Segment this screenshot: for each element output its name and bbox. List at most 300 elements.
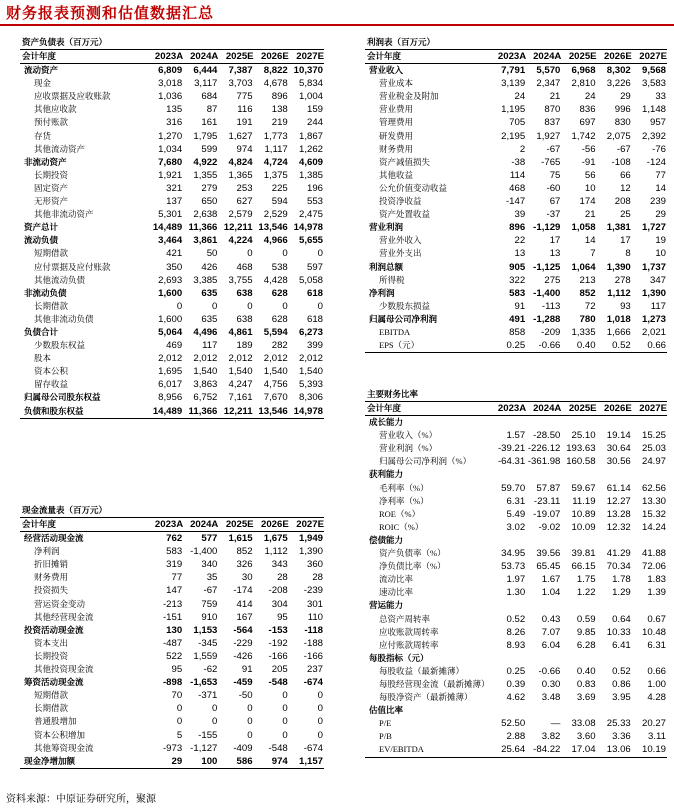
cell-value bbox=[597, 599, 632, 612]
balance-sheet-panel bbox=[20, 36, 324, 419]
row-label: 营业成本 bbox=[379, 78, 414, 89]
cell-value: 0.43 bbox=[541, 613, 561, 625]
table-row bbox=[365, 704, 667, 717]
cell-value: 3.82 bbox=[541, 731, 561, 743]
column-header-year: 2023A bbox=[154, 51, 184, 62]
column-header-year: 2024A bbox=[190, 51, 219, 62]
row-label: 少数股东权益 bbox=[34, 340, 86, 351]
cell-value: -118 bbox=[304, 624, 323, 636]
cell-value: 340 bbox=[201, 559, 218, 571]
cell-value: 87 bbox=[206, 104, 218, 116]
column-header-label: 会计年度 bbox=[367, 51, 402, 61]
row-label: 长期借款 bbox=[34, 300, 69, 311]
cell-value: -192 bbox=[268, 637, 288, 649]
cell-value: 0.30 bbox=[541, 678, 561, 690]
cell-value: 780 bbox=[579, 313, 596, 325]
cell-value: 137 bbox=[166, 196, 183, 208]
cell-value: 14 bbox=[655, 182, 666, 194]
cell-value: 583 bbox=[166, 546, 183, 558]
cell-value: 1.30 bbox=[506, 587, 526, 599]
cell-value bbox=[561, 468, 596, 481]
cell-value: 896 bbox=[271, 91, 288, 103]
row-label: 留存收益 bbox=[34, 379, 69, 390]
cell-value bbox=[632, 652, 667, 665]
cell-value: 538 bbox=[271, 261, 288, 273]
cell-value: 12.32 bbox=[606, 521, 631, 533]
table-row bbox=[20, 598, 324, 611]
table-row bbox=[20, 195, 324, 208]
column-header-label: 会计年度 bbox=[367, 403, 402, 413]
cell-value: 1.83 bbox=[647, 574, 666, 586]
table-row bbox=[20, 742, 324, 755]
table-row bbox=[20, 391, 324, 404]
cell-value: -188 bbox=[303, 637, 323, 649]
cell-value: 4,678 bbox=[263, 78, 288, 90]
cell-value bbox=[526, 416, 561, 430]
cell-value: -19.07 bbox=[533, 508, 561, 520]
column-header-year: 2026E bbox=[604, 403, 632, 414]
cell-value: 0.39 bbox=[506, 678, 526, 690]
table-row bbox=[365, 234, 667, 247]
cell-value: 11,366 bbox=[188, 222, 218, 234]
cell-value: 95 bbox=[277, 611, 288, 623]
cell-value: 22 bbox=[514, 235, 526, 247]
cell-value: 996 bbox=[614, 104, 631, 116]
table-row bbox=[20, 571, 324, 584]
cell-value: 4,496 bbox=[193, 326, 218, 338]
cell-value: 24 bbox=[514, 91, 526, 103]
row-label: 营业利润（%） bbox=[379, 443, 438, 454]
cell-value: 3,226 bbox=[606, 78, 631, 90]
cell-value: 852 bbox=[236, 546, 253, 558]
cell-value: 1.39 bbox=[647, 587, 666, 599]
cell-value: 59.70 bbox=[501, 482, 526, 494]
cell-value: 275 bbox=[544, 274, 561, 286]
table-row bbox=[365, 208, 667, 221]
row-label: 经营活动现金流 bbox=[24, 533, 84, 544]
ratios-title: 主要财务比率 bbox=[367, 389, 419, 399]
cell-value: 1,195 bbox=[501, 104, 526, 116]
row-label: 非流动负债 bbox=[24, 287, 67, 298]
cell-value: 66.15 bbox=[571, 561, 596, 573]
cell-value: 635 bbox=[201, 287, 218, 299]
cell-value: 896 bbox=[509, 222, 526, 234]
cell-value: 0.83 bbox=[576, 678, 596, 690]
cell-value: 193.63 bbox=[566, 443, 596, 455]
cell-value: 8,306 bbox=[298, 392, 323, 404]
cell-value: 0 bbox=[247, 703, 253, 715]
cell-value: 2,638 bbox=[193, 209, 218, 221]
cell-value: 1.57 bbox=[506, 430, 526, 442]
cell-value: 1,540 bbox=[228, 366, 253, 378]
cell-value: 10 bbox=[584, 182, 596, 194]
row-label: 资产处置收益 bbox=[379, 209, 431, 220]
row-label: 营业收入（%） bbox=[379, 430, 438, 441]
row-label: 长期投资 bbox=[34, 169, 69, 180]
cell-value: 1,949 bbox=[298, 533, 323, 545]
cell-value bbox=[526, 652, 561, 665]
cell-value: 56 bbox=[584, 169, 596, 181]
cell-value bbox=[491, 599, 526, 612]
cell-value: 5,594 bbox=[263, 326, 288, 338]
cell-value: 6,017 bbox=[158, 379, 183, 391]
cell-value: -67 bbox=[546, 143, 561, 155]
cell-value: 905 bbox=[509, 261, 526, 273]
cell-value: 110 bbox=[307, 611, 323, 623]
cell-value: 39 bbox=[514, 209, 526, 221]
row-label: 无形资产 bbox=[34, 196, 69, 207]
column-header-year: 2023A bbox=[497, 51, 527, 62]
row-label: 每股净资产（最新摊薄） bbox=[379, 692, 473, 703]
cell-value: -765 bbox=[541, 156, 561, 168]
table-row bbox=[365, 639, 667, 652]
row-label: 流动比率 bbox=[379, 574, 414, 585]
row-label: EV/EBITDA bbox=[379, 744, 424, 755]
cell-value: -226.12 bbox=[527, 443, 561, 455]
cell-value: 114 bbox=[509, 169, 526, 181]
row-label: 归属母公司股东权益 bbox=[24, 392, 101, 403]
cell-value: 4,922 bbox=[193, 156, 218, 168]
cell-value: 10.19 bbox=[641, 744, 666, 756]
cell-value: 14,978 bbox=[293, 405, 323, 417]
cell-value: 0 bbox=[317, 690, 323, 702]
cell-value: 28 bbox=[312, 572, 323, 584]
cell-value: 628 bbox=[271, 287, 288, 299]
cell-value: 3,018 bbox=[158, 78, 183, 90]
cell-value: 159 bbox=[306, 104, 323, 116]
column-header-year: 2026E bbox=[261, 51, 289, 62]
table-row bbox=[365, 326, 667, 339]
cell-value: -1,400 bbox=[190, 546, 218, 558]
cell-value: 0 bbox=[317, 703, 323, 715]
cell-value: 350 bbox=[166, 261, 183, 273]
cell-value: 14.24 bbox=[641, 521, 666, 533]
table-row bbox=[365, 626, 667, 639]
cell-value: -487 bbox=[162, 637, 183, 649]
table-row bbox=[20, 221, 324, 234]
column-header-year: 2027E bbox=[639, 51, 667, 62]
column-header-year: 2025E bbox=[225, 519, 254, 530]
cell-value: 2,347 bbox=[536, 78, 561, 90]
row-label: 偿债能力 bbox=[369, 534, 404, 545]
cell-value: 870 bbox=[544, 104, 561, 116]
row-label: 股本 bbox=[34, 353, 52, 364]
cell-value: 4,824 bbox=[228, 156, 253, 168]
cell-value: 21 bbox=[549, 91, 561, 103]
cell-value: 24 bbox=[584, 91, 596, 103]
row-label: P/E bbox=[379, 718, 392, 729]
cell-value: -0.66 bbox=[538, 665, 561, 677]
row-label: 投资损失 bbox=[34, 585, 69, 596]
table-row bbox=[365, 274, 667, 287]
cell-value: 160.58 bbox=[566, 456, 596, 468]
cell-value: 2.88 bbox=[506, 731, 526, 743]
table-row bbox=[20, 287, 324, 300]
cell-value bbox=[597, 704, 632, 717]
row-label: 应付账款周转率 bbox=[379, 639, 439, 650]
cell-value bbox=[526, 599, 561, 612]
row-label: 筹资活动现金流 bbox=[24, 677, 84, 688]
table-row bbox=[20, 755, 324, 769]
cell-value: -151 bbox=[162, 611, 183, 623]
cell-value: 10,370 bbox=[293, 65, 323, 77]
cell-value: 21 bbox=[584, 209, 596, 221]
cell-value: 6,273 bbox=[298, 326, 323, 338]
cell-value bbox=[526, 534, 561, 547]
header-row bbox=[20, 518, 324, 532]
cell-value: 237 bbox=[306, 664, 323, 676]
cell-value: 25.33 bbox=[606, 718, 631, 730]
cell-value: -239 bbox=[303, 585, 323, 597]
cell-value: 25.10 bbox=[571, 430, 596, 442]
table-row bbox=[20, 313, 324, 326]
cell-value: 594 bbox=[271, 196, 288, 208]
cell-value: 1,058 bbox=[571, 222, 596, 234]
row-label: 折旧摊销 bbox=[34, 559, 69, 570]
cell-value: 0.25 bbox=[506, 340, 526, 352]
table-row bbox=[20, 90, 324, 103]
header-row bbox=[20, 50, 324, 64]
cell-value: 117 bbox=[202, 340, 218, 352]
column-header-year: 2024A bbox=[533, 403, 562, 414]
cell-value bbox=[632, 416, 667, 430]
table-row bbox=[20, 729, 324, 742]
cell-value: 25.03 bbox=[641, 443, 666, 455]
row-label: 其他投资现金流 bbox=[34, 664, 94, 675]
table-row bbox=[20, 300, 324, 313]
cell-value: 282 bbox=[271, 340, 288, 352]
cell-value: 1,559 bbox=[193, 650, 218, 662]
cell-value: 522 bbox=[166, 650, 183, 662]
row-label: 应收账款周转率 bbox=[379, 626, 439, 637]
row-label: 财务费用 bbox=[379, 143, 414, 154]
cell-value: -345 bbox=[198, 637, 218, 649]
row-label: ROE（%） bbox=[379, 508, 421, 519]
cell-value: 0 bbox=[282, 690, 288, 702]
cell-value: 836 bbox=[579, 104, 596, 116]
cell-value: 635 bbox=[201, 313, 218, 325]
cell-value: 2,529 bbox=[263, 209, 288, 221]
cell-value: 1,117 bbox=[264, 143, 288, 155]
cell-value: 1,034 bbox=[158, 143, 183, 155]
table-row bbox=[20, 103, 324, 116]
column-header-year: 2024A bbox=[533, 51, 562, 62]
cell-value: 0 bbox=[282, 300, 288, 312]
cell-value: 1,335 bbox=[571, 326, 596, 338]
table-row bbox=[20, 352, 324, 365]
cell-value: 147 bbox=[166, 585, 183, 597]
cell-value: 0.52 bbox=[506, 613, 526, 625]
row-label: 负债和股东权益 bbox=[24, 405, 84, 416]
table-row bbox=[20, 702, 324, 715]
cell-value: 4.28 bbox=[647, 692, 666, 704]
table-row bbox=[365, 156, 667, 169]
column-header-label: 会计年度 bbox=[22, 519, 57, 529]
row-label: 现金 bbox=[34, 78, 52, 89]
row-label: 短期借款 bbox=[34, 690, 69, 701]
cell-value: -459 bbox=[233, 677, 253, 689]
table-row bbox=[365, 691, 667, 704]
cash-flow-title: 现金流量表（百万元） bbox=[22, 505, 108, 515]
table-row bbox=[20, 77, 324, 90]
cell-value: 347 bbox=[649, 274, 666, 286]
table-row bbox=[365, 287, 667, 300]
cell-value bbox=[526, 704, 561, 717]
cell-value: 1,600 bbox=[158, 287, 183, 299]
cell-value: 17 bbox=[620, 235, 631, 247]
cell-value: 1.67 bbox=[541, 574, 561, 586]
cell-value: 100 bbox=[201, 755, 218, 767]
cell-value: 491 bbox=[509, 313, 526, 325]
cell-value: -56 bbox=[581, 143, 596, 155]
cell-value: -124 bbox=[646, 156, 666, 168]
cell-value: 5 bbox=[176, 729, 183, 741]
row-label: 成长能力 bbox=[369, 417, 404, 428]
cell-value: 14 bbox=[584, 235, 596, 247]
cell-value: 974 bbox=[236, 143, 253, 155]
cell-value: 399 bbox=[306, 340, 323, 352]
cell-value: -1,653 bbox=[190, 677, 218, 689]
cell-value: 2 bbox=[519, 143, 526, 155]
column-header-year: 2027E bbox=[296, 519, 324, 530]
cell-value: 2,475 bbox=[298, 209, 323, 221]
cell-value: 577 bbox=[201, 533, 218, 545]
cell-value: 3.69 bbox=[576, 692, 596, 704]
row-label: 少数股东损益 bbox=[379, 300, 431, 311]
cell-value bbox=[526, 468, 561, 481]
cell-value bbox=[632, 599, 667, 612]
cell-value: 322 bbox=[509, 274, 526, 286]
title-divider bbox=[0, 24, 674, 26]
cell-value: 208 bbox=[614, 196, 631, 208]
cell-value: 2,693 bbox=[158, 274, 183, 286]
cell-value: 4,861 bbox=[228, 326, 253, 338]
cell-value: 0 bbox=[282, 248, 288, 260]
cell-value: 1,273 bbox=[641, 313, 666, 325]
cell-value: 29 bbox=[655, 209, 666, 221]
row-label: 资产总计 bbox=[24, 222, 59, 233]
cell-value: 3,861 bbox=[193, 235, 218, 247]
row-label: 其他筹资现金流 bbox=[34, 742, 94, 753]
cell-value: -67 bbox=[616, 143, 631, 155]
cell-value: 1,112 bbox=[607, 287, 631, 299]
cell-value: -28.50 bbox=[533, 430, 561, 442]
row-label: 净利率（%） bbox=[379, 495, 429, 506]
row-label: 净负债比率（%） bbox=[379, 561, 446, 572]
cell-value: 4,966 bbox=[263, 235, 288, 247]
cell-value: 2,012 bbox=[193, 353, 218, 365]
cell-value: -166 bbox=[268, 650, 288, 662]
cell-value: -1,288 bbox=[533, 313, 561, 325]
cell-value: 1,153 bbox=[193, 624, 218, 636]
cell-value: -174 bbox=[233, 585, 253, 597]
cell-value: -76 bbox=[652, 143, 666, 155]
cell-value: 0 bbox=[317, 716, 323, 728]
cell-value: 6,968 bbox=[571, 65, 596, 77]
cell-value: 239 bbox=[649, 196, 666, 208]
cell-value: 0 bbox=[176, 716, 183, 728]
table-row bbox=[365, 495, 667, 508]
row-label: 毛利率（%） bbox=[379, 482, 429, 493]
cell-value: 7.07 bbox=[541, 626, 561, 638]
cell-value: 321 bbox=[166, 182, 183, 194]
cell-value: 974 bbox=[271, 755, 288, 767]
row-label: 现金净增加额 bbox=[24, 755, 76, 766]
cell-value: 0 bbox=[212, 703, 218, 715]
cell-value: -409 bbox=[233, 742, 253, 754]
column-header-year: 2026E bbox=[604, 51, 632, 62]
cell-value: 0.86 bbox=[612, 678, 631, 690]
cell-value: -973 bbox=[162, 742, 183, 754]
cell-value: 9,568 bbox=[641, 65, 666, 77]
cell-value: 205 bbox=[271, 664, 288, 676]
cell-value: 10 bbox=[655, 248, 666, 260]
cell-value: -209 bbox=[541, 326, 561, 338]
cell-value: -84.22 bbox=[533, 744, 561, 756]
cell-value: 1,064 bbox=[571, 261, 596, 273]
row-label: 所得税 bbox=[379, 274, 405, 285]
row-label: P/B bbox=[379, 731, 392, 742]
table-row bbox=[365, 247, 667, 260]
row-label: 管理费用 bbox=[379, 117, 414, 128]
cell-value bbox=[491, 704, 526, 717]
cell-value: 7,791 bbox=[501, 65, 526, 77]
cell-value: -674 bbox=[303, 677, 323, 689]
cell-value: 30 bbox=[241, 572, 253, 584]
cell-value: 4,247 bbox=[228, 379, 253, 391]
cell-value: 20.27 bbox=[641, 718, 666, 730]
table-row bbox=[20, 339, 324, 352]
cell-value: 1,921 bbox=[158, 169, 183, 181]
cell-value: 0.52 bbox=[612, 340, 631, 352]
row-label: 应收票据及应收账款 bbox=[34, 91, 111, 102]
table-row bbox=[20, 143, 324, 156]
cell-value bbox=[597, 534, 632, 547]
cell-value: 1,773 bbox=[263, 130, 288, 142]
cell-value: 4,756 bbox=[263, 379, 288, 391]
cell-value: 0.25 bbox=[506, 665, 526, 677]
row-label: 普通股增加 bbox=[34, 716, 77, 727]
income-statement-table bbox=[365, 49, 667, 353]
cell-value: 117 bbox=[650, 300, 666, 312]
cell-value: 39.81 bbox=[571, 548, 596, 560]
cell-value: 1,867 bbox=[298, 130, 323, 142]
cell-value: 25 bbox=[620, 209, 631, 221]
cell-value: 1.29 bbox=[612, 587, 631, 599]
cell-value: 957 bbox=[649, 117, 666, 129]
table-row bbox=[365, 130, 667, 143]
row-label: 每股经营现金流（最新摊薄） bbox=[379, 678, 490, 689]
row-label: 资本公积增加 bbox=[34, 729, 86, 740]
cell-value: 15.25 bbox=[641, 430, 666, 442]
cell-value bbox=[561, 652, 596, 665]
row-label: 其他收益 bbox=[379, 169, 414, 180]
cell-value: 1,381 bbox=[606, 222, 631, 234]
cell-value: 2,021 bbox=[641, 326, 666, 338]
cell-value: 1,385 bbox=[298, 169, 323, 181]
cell-value: 0.66 bbox=[647, 340, 666, 352]
cell-value: 7,161 bbox=[228, 392, 253, 404]
cell-value: 1,600 bbox=[158, 313, 183, 325]
cell-value: 1,540 bbox=[193, 366, 218, 378]
cell-value: 1,148 bbox=[641, 104, 666, 116]
cell-value: 319 bbox=[166, 559, 183, 571]
column-header-year: 2027E bbox=[296, 51, 324, 62]
cell-value bbox=[491, 468, 526, 481]
table-row bbox=[365, 455, 667, 468]
cell-value: -1,127 bbox=[190, 742, 218, 754]
cell-value: -361.98 bbox=[527, 456, 561, 468]
